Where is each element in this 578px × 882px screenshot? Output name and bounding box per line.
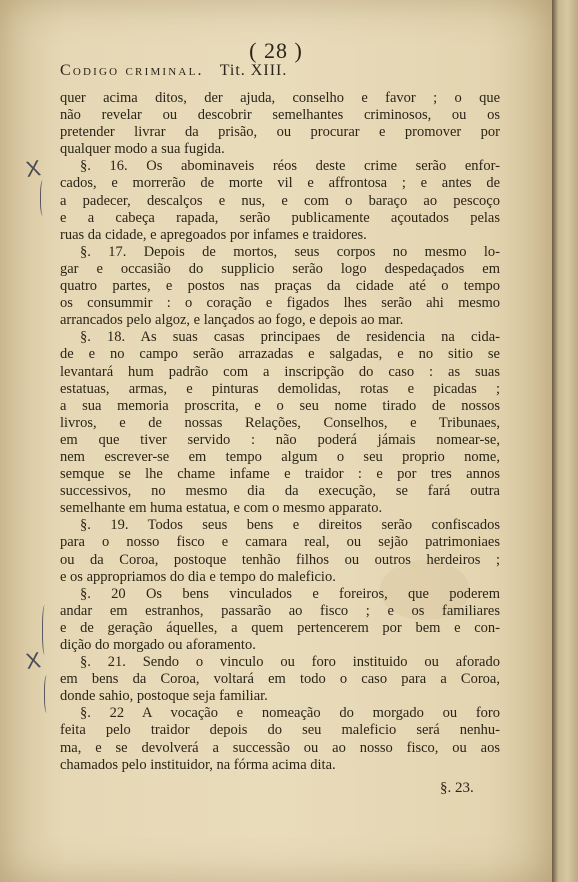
next-page-edge [552, 0, 578, 882]
text-line: §. 22 A vocação e nomeação do morgado ou foro [80, 705, 500, 722]
text-line: §. 18. As suas casas principaes de residencia na cida- [80, 329, 500, 346]
catchword: §. 23. [440, 780, 474, 796]
margin-bracket-mark [40, 180, 47, 216]
text-line: ruas da cidade, e apregoados por infames e traidores. [60, 226, 367, 243]
text-line: §. 21. Sendo o vinculo ou foro instituido ou aforado [80, 654, 500, 671]
text-line: livros, e de nossas Relações, Conselhos, e Tribunaes, [60, 414, 500, 431]
text-line: chamados pelo instituidor, na fórma acima dita. [60, 756, 336, 773]
text-line: e os appropriamos do dia e tempo do maleficio. [60, 568, 336, 585]
text-line: em que tiver servido : não poderá jámais nomear-se, [60, 431, 500, 448]
text-line: gar e occasião do supplicio serão logo despedaçados em [60, 260, 500, 277]
text-line: dição do morgado ou aforamento. [60, 637, 256, 653]
margin-x-mark: X [24, 155, 43, 182]
text-line: levantará hum padrão com a inscripção do caso : as suas [60, 363, 500, 380]
margin-bracket-mark [42, 605, 49, 655]
text-line: §. 19. Todos seus bens e direitos serão confiscados [80, 517, 500, 534]
margin-x-mark: X [24, 647, 43, 674]
text-line: para o nosso fisco e camara real, ou sejão patrimoniaes [60, 534, 500, 551]
text-line: a padecer, descalços e nus, e com o baraço ao pescoço [60, 192, 500, 209]
text-line: quer acima ditos, der ajuda, conselho e favor ; o que [60, 90, 500, 106]
text-line: a sua memoria proscrita, e o seu nome tirado de nossos [60, 397, 500, 414]
text-line: ou da Coroa, postoque tenhão filhos ou outros herdeiros ; [60, 551, 500, 568]
text-line: não revelar ou descobrir semelhantes criminosos, ou os [60, 107, 500, 124]
text-line: e a cabeça rapada, serão publicamente açoutados pelas [60, 209, 500, 226]
text-line: e de geração áquelles, a quem pertencerem por bem e con- [60, 619, 500, 636]
text-line: andar em estranhos, passarão ao fisco ; e os familiares [60, 602, 500, 619]
text-line: estatuas, armas, e pinturas demolidas, rotas e picadas ; [60, 380, 500, 397]
text-line: semelhante em huma estatua, e com o mesmo apparato. [60, 500, 383, 517]
text-line: de e no campo serão arrazadas e salgadas, e no sitio se [60, 346, 500, 363]
text-line: nem escrever-se em tempo algum o seu proprio nome, [60, 448, 500, 465]
running-head [60, 62, 500, 80]
text-line: pretender livrar da prisão, ou procurar e promover por [60, 124, 500, 141]
running-head-title-ref: Tit. XIII. [219, 62, 288, 79]
running-head-title: Codigo criminal. [60, 62, 204, 79]
text-line: qualquer modo a sua fugida. [60, 141, 225, 158]
text-line: semque se lhe chame infame e traidor : e por tres annos [60, 466, 500, 483]
text-line: ma, e se devolverá a successão ou ao nosso fisco, ou aos [60, 739, 500, 756]
text-line: feita pelo traidor depois do seu maleficio será nenhu- [60, 722, 500, 739]
page-number: ( 28 ) [249, 38, 303, 63]
text-line: em bens da Coroa, voltará em todo o caso para a Coroa, [60, 671, 500, 688]
text-line: §. 20 Os bens vinculados e foreiros, que poderem [80, 585, 500, 602]
text-line: cados, e morrerão de morte vil e affrontosa ; e antes de [60, 175, 500, 192]
body-text [60, 90, 500, 774]
text-line: §. 17. Depois de mortos, seus corpos no mesmo lo- [80, 243, 500, 260]
text-line: successivos, no mesmo dia da execução, se fará outra [60, 483, 500, 500]
margin-bracket-mark [44, 675, 51, 713]
text-line: quatro partes, e postos nas praças da cidade até o tempo [60, 278, 500, 295]
text-line: os consummir : o coração e figados lhes serão ahi mesmo [60, 295, 500, 312]
text-line: §. 16. Os abominaveis réos deste crime serão enfor- [80, 158, 500, 175]
text-line: arrancados pelo algoz, e lançados ao fogo, e depois ao mar. [60, 312, 404, 329]
text-line: donde sahio, postoque seja familiar. [60, 688, 268, 705]
